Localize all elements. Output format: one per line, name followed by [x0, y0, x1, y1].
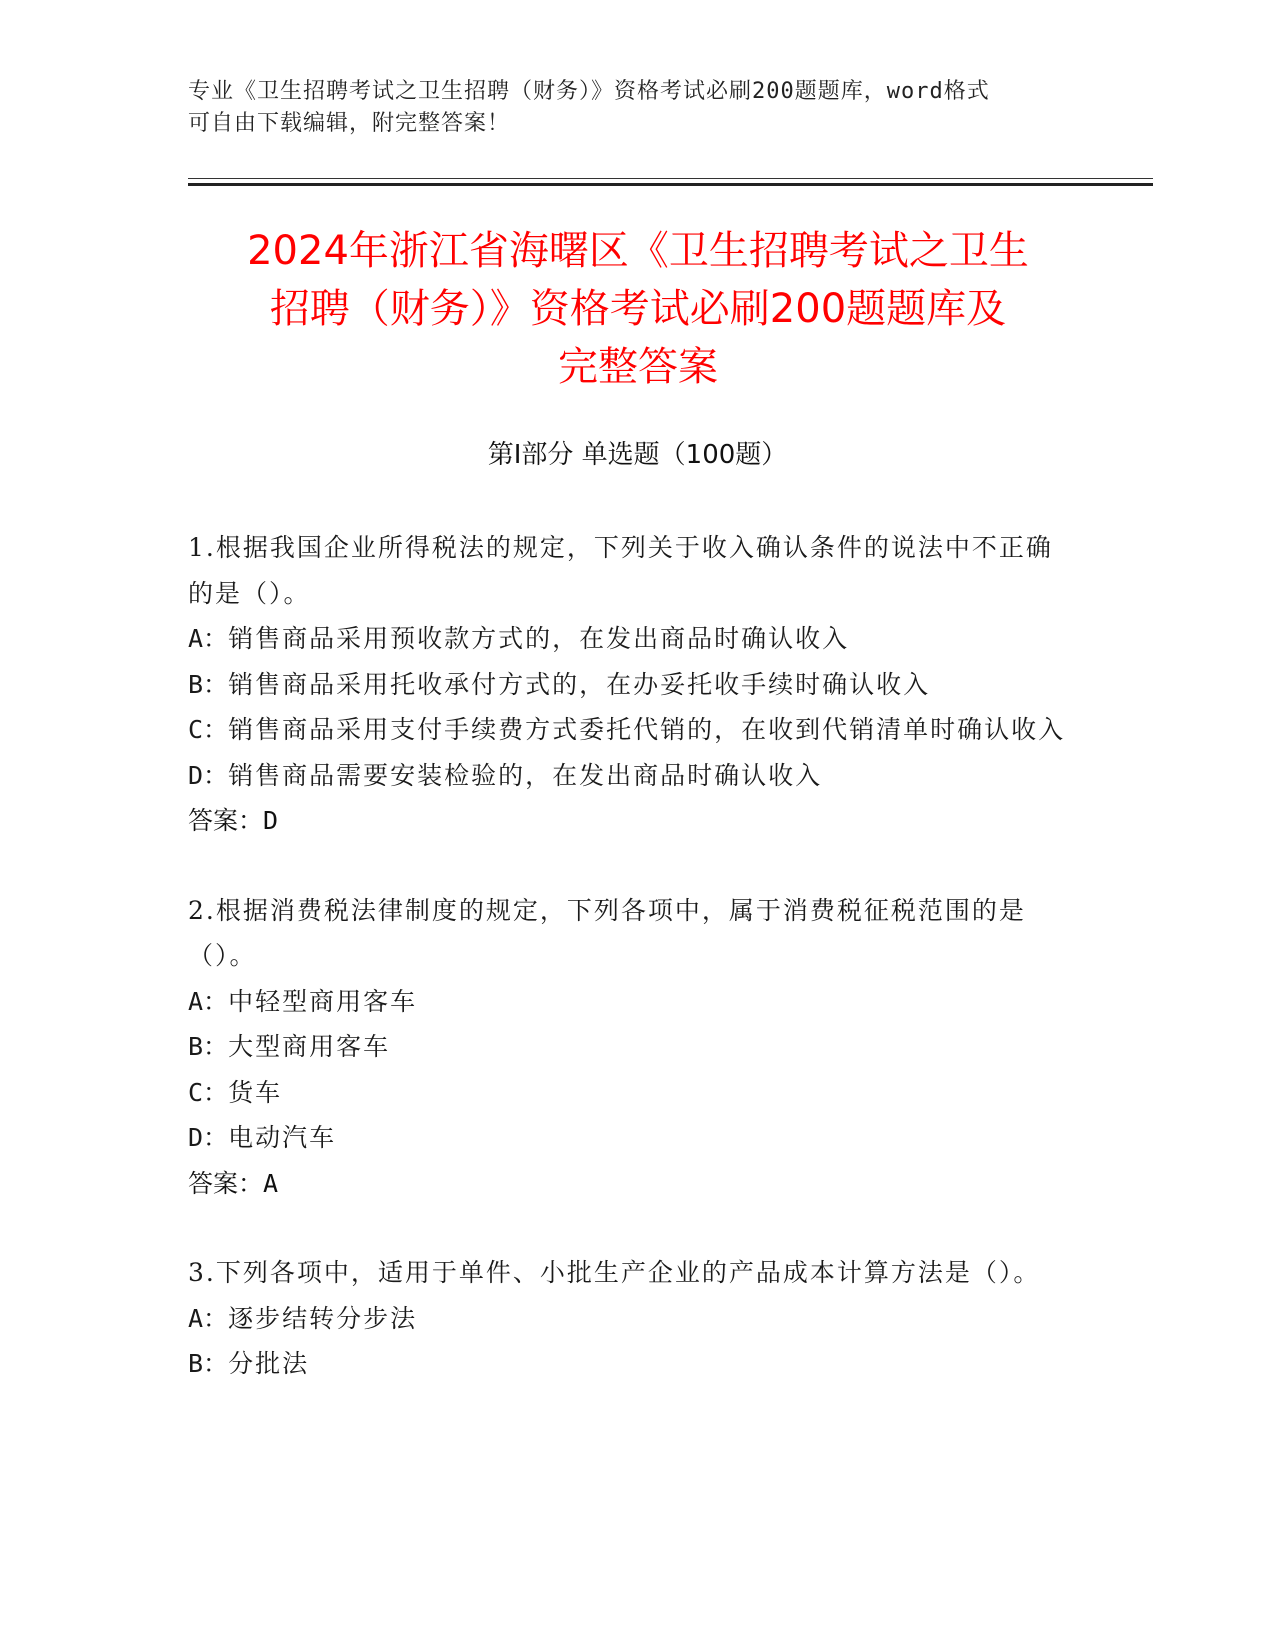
- option-key: A：: [188, 986, 229, 1016]
- document-title-line-2: 招聘（财务）》资格考试必刷200题题库及: [269, 286, 1007, 332]
- option-key: D：: [188, 1123, 229, 1152]
- header-note-line-2: 可自由下载编辑，附完整答案！: [188, 111, 511, 136]
- option-text: 逐步结转分步法: [228, 1303, 418, 1333]
- header-note: [188, 76, 1088, 140]
- option-d: [188, 753, 1078, 799]
- option-key: A：: [188, 1303, 229, 1333]
- option-b: [188, 1024, 1078, 1070]
- document-title: [180, 222, 1096, 396]
- header-divider-thin: [188, 178, 1153, 179]
- answer-value: D: [263, 806, 279, 835]
- answer-label: 答案：: [188, 1168, 264, 1198]
- answer-line: [188, 798, 1078, 844]
- option-text: 销售商品采用托收承付方式的，在办妥托收手续时确认收入: [228, 669, 931, 699]
- option-key: A：: [188, 624, 229, 653]
- question-item: [188, 888, 1078, 1207]
- option-key: B：: [188, 669, 229, 699]
- option-text: 销售商品需要安装检验的，在发出商品时确认收入: [228, 760, 823, 790]
- option-a: [188, 616, 1078, 662]
- option-key: B：: [188, 1349, 229, 1378]
- header-note-line-1: 专业《卫生招聘考试之卫生招聘（财务）》资格考试必刷200题题库，word格式: [188, 79, 990, 104]
- answer-label: 答案：: [188, 806, 264, 835]
- option-a: [188, 979, 1078, 1025]
- option-b: [188, 662, 1078, 708]
- option-text: 销售商品采用支付手续费方式委托代销的，在收到代销清单时确认收入: [228, 715, 1066, 744]
- option-text: 大型商用客车: [228, 1032, 391, 1061]
- question-item: [188, 1250, 1078, 1387]
- option-a: [188, 1296, 1078, 1342]
- question-stem: 1.根据我国企业所得税法的规定，下列关于收入确认条件的说法中不正确的是（）。: [188, 533, 1053, 608]
- option-key: D：: [188, 760, 229, 790]
- question-list: [188, 525, 1078, 1431]
- option-text: 电动汽车: [228, 1123, 337, 1152]
- option-c: [188, 707, 1078, 753]
- answer-line: [188, 1161, 1078, 1207]
- option-text: 销售商品采用预收款方式的，在发出商品时确认收入: [228, 624, 850, 653]
- question-item: [188, 525, 1078, 844]
- option-text: 分批法: [228, 1349, 310, 1378]
- option-text: 中轻型商用客车: [228, 986, 418, 1016]
- document-title-line-1: 2024年浙江省海曙区《卫生招聘考试之卫生: [247, 228, 1029, 274]
- question-stem: 3.下列各项中，适用于单件、小批生产企业的产品成本计算方法是（）。: [188, 1258, 1041, 1287]
- header-divider-thick: [188, 183, 1153, 186]
- option-b: [188, 1341, 1078, 1387]
- question-stem: 2.根据消费税法律制度的规定，下列各项中，属于消费税征税范围的是（）。: [188, 895, 1026, 970]
- option-key: B：: [188, 1032, 229, 1061]
- answer-value: A: [263, 1168, 279, 1198]
- option-c: [188, 1070, 1078, 1116]
- option-text: 货车: [228, 1077, 283, 1107]
- option-key: C：: [188, 1077, 229, 1107]
- section-heading: 第Ⅰ部分 单选题（100题）: [487, 440, 788, 470]
- option-key: C：: [188, 715, 229, 744]
- document-title-line-3: 完整答案: [558, 344, 718, 390]
- option-d: [188, 1115, 1078, 1161]
